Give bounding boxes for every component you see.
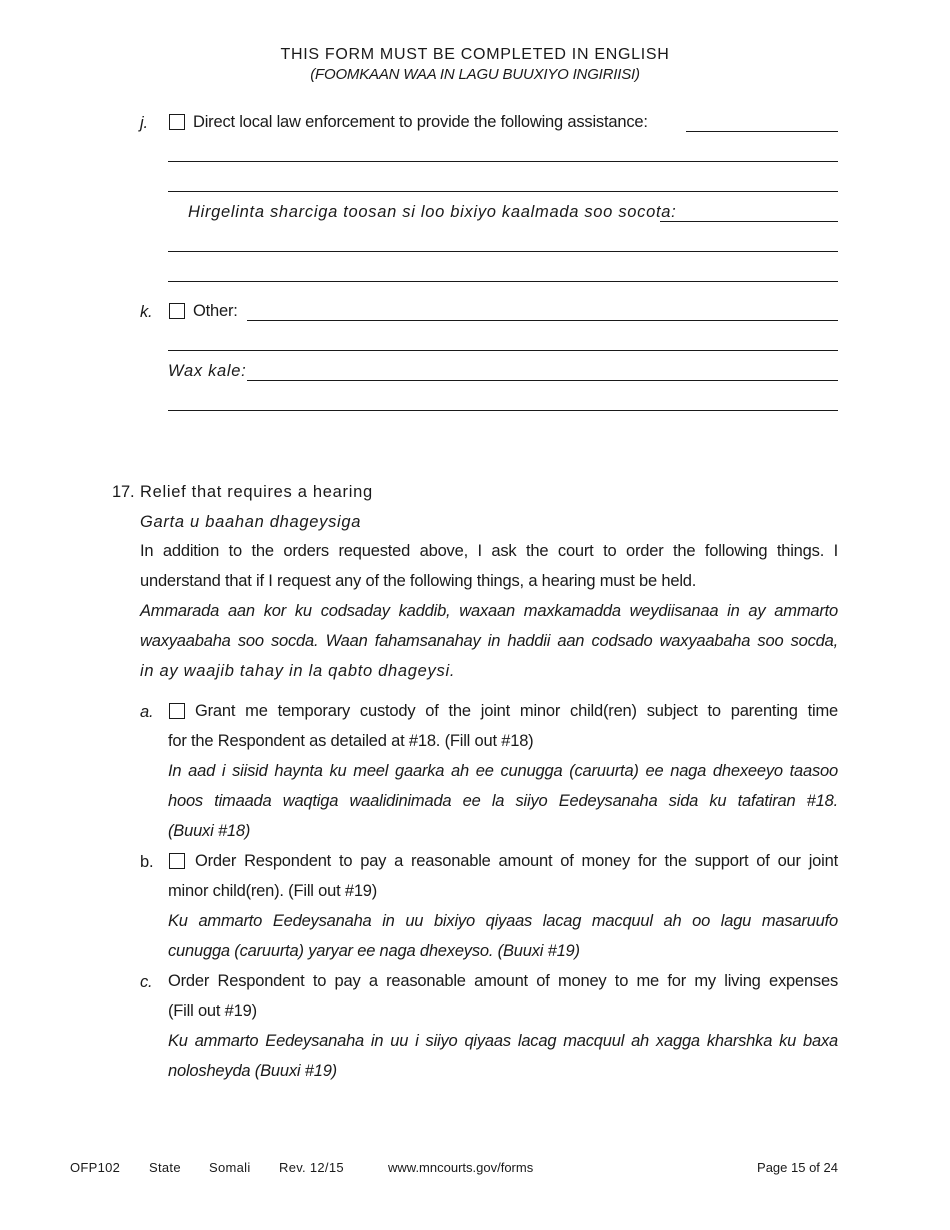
checkbox-temporary-custody[interactable] [169,703,185,719]
checkbox-law-enforcement-assistance[interactable] [169,114,185,130]
child-support-label: Order Respondent to pay a reasonable amount of money for the support of our joint [195,852,838,870]
section-title-somali: Garta u baahan dhageysiga [140,513,362,531]
other-label-somali: Wax kale: [168,362,247,380]
item-letter-j: j. [140,114,148,132]
section-intro-somali-line: waxyaabaha soo socda. Waan fahamsanahay in haddii aan codsado waxyaabaha soo socda, [140,632,838,650]
child-support-somali-line: cunugga (caruurta) yaryar ee naga dhexeyso. (Buuxi #19) [168,942,580,960]
checkbox-other[interactable] [169,303,185,319]
law-enforcement-field-line-1[interactable] [686,131,838,132]
law-enforcement-field-line-3[interactable] [168,191,838,192]
living-expenses-label-line: (Fill out #19) [168,1002,257,1020]
living-expenses-somali-line: Ku ammarto Eedeysanaha in uu i siiyo qiyaas lacag macquul ah xagga kharshka ku baxa [168,1032,838,1050]
other-field-line-1[interactable] [247,320,838,321]
section-title: Relief that requires a hearing [140,483,373,501]
temporary-custody-somali-line: (Buuxi #18) [168,822,251,840]
law-enforcement-label: Direct local law enforcement to provide the following assistance: [193,113,648,131]
temporary-custody-label-line: for the Respondent as detailed at #18. (Fill out #18) [168,732,534,750]
child-support-label-line: minor child(ren). (Fill out #19) [168,882,378,900]
law-enforcement-field-line-2[interactable] [168,161,838,162]
footer-page-number: Page 15 of 24 [757,1160,838,1175]
footer-language: Somali [209,1160,251,1175]
item-letter-k: k. [140,303,153,321]
law-enforcement-somali-field-line-3[interactable] [168,281,838,282]
law-enforcement-somali-field-line-1[interactable] [660,221,838,222]
item-letter-c: c. [140,973,153,991]
footer-form-id: OFP102 [70,1160,121,1175]
other-somali-field-line-1[interactable] [247,380,838,381]
temporary-custody-somali-line: In aad i siisid haynta ku meel gaarka ah ee cunugga (caruurta) ee naga dhexeeyo taasoo [168,762,838,780]
section-intro-line: In addition to the orders requested above, I ask the court to order the following things. I [140,542,838,560]
living-expenses-label: Order Respondent to pay a reasonable amount of money to me for my living expenses [168,972,838,990]
child-support-somali-line: Ku ammarto Eedeysanaha in uu bixiyo qiyaas lacag macquul ah oo lagu masaruufo [168,912,838,930]
footer-revision: Rev. 12/15 [279,1160,344,1175]
form-language-notice-somali: (FOOMKAAN WAA IN LAGU BUUXIYO INGIRIISI) [310,66,640,83]
other-label: Other: [193,302,238,320]
form-language-notice: THIS FORM MUST BE COMPLETED IN ENGLISH [280,46,670,63]
other-field-line-2[interactable] [168,350,838,351]
section-intro-somali-line: in ay waajib tahay in la qabto dhageysi. [140,662,456,680]
temporary-custody-somali-line: hoos timaada waqtiga waalidinimada ee la siiyo Eedeysanaha sida ku tafatiran #18. [168,792,838,810]
section-number: 17. [112,483,135,501]
section-intro-line: understand that if I request any of the following things, a hearing must be held. [140,572,697,590]
other-somali-field-line-2[interactable] [168,410,838,411]
law-enforcement-label-somali: Hirgelinta sharciga toosan si loo bixiyo kaalmada soo socota: [188,203,677,221]
footer-jurisdiction: State [149,1160,181,1175]
temporary-custody-label: Grant me temporary custody of the joint minor child(ren) subject to parenting time [195,702,838,720]
section-intro-somali-line: Ammarada aan kor ku codsaday kaddib, waxaan maxkamadda weydiisanaa in ay ammarto [140,602,838,620]
law-enforcement-somali-field-line-2[interactable] [168,251,838,252]
footer-url[interactable]: www.mncourts.gov/forms [388,1160,534,1175]
checkbox-child-support[interactable] [169,853,185,869]
living-expenses-somali-line: nolosheyda (Buuxi #19) [168,1062,337,1080]
item-letter-b: b. [140,853,154,871]
item-letter-a: a. [140,703,154,721]
